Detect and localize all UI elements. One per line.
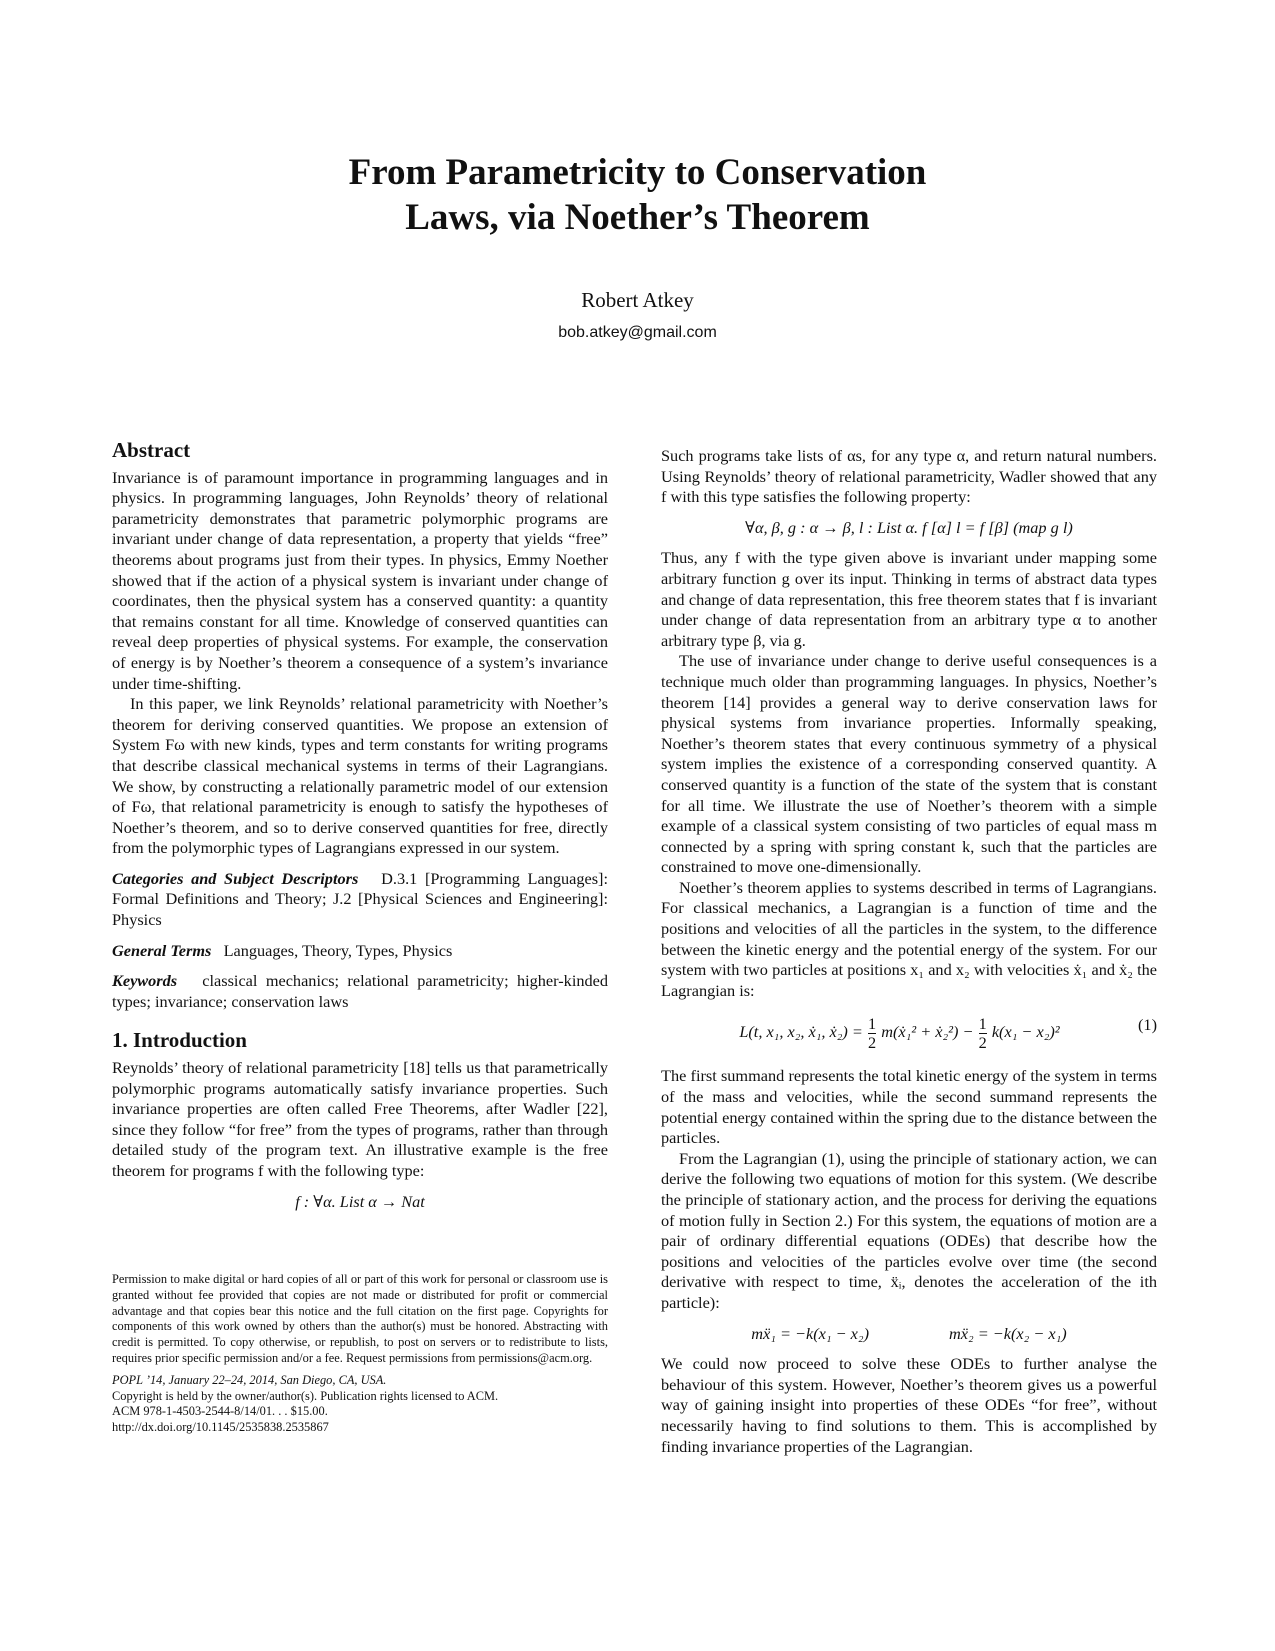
isbn-line: ACM 978-1-4503-2544-8/14/01. . . $15.00. <box>112 1404 328 1419</box>
general-terms <box>112 941 608 962</box>
eq1-fraction-2-den: 2 <box>978 1033 987 1053</box>
type-equation: f : ∀α. List α → Nat <box>295 1191 425 1211</box>
right-paragraph-3: The use of invariance under change to derive useful consequences is a technique much older than programming languages. In physics, Noether’s theorem [14] provides a general way to derive conservation laws for physical systems from invariance properties. Informally speaking, Noether’s theorem states that every continuous symmetry of a physical system implies the existence of a corresponding conserved quantity. A conserved quantity is a function of the state of the system that is constant for all time. We illustrate the use of Noether’s theorem with a simple example of a classical system consisting of two particles of equal mass m connected by a spring with spring constant k, such that the particles are constrained to move one-dimensionally. <box>661 651 1157 877</box>
eq1-fraction-1 <box>868 1015 876 1052</box>
author-name: Robert Atkey <box>581 288 694 312</box>
conference-info <box>112 1373 608 1436</box>
keywords-label: Keywords <box>112 971 178 991</box>
right-column <box>661 446 1157 1457</box>
eq1-fraction-1-den: 2 <box>867 1033 877 1053</box>
doi-line: http://dx.doi.org/10.1145/2535838.2535867 <box>112 1420 329 1435</box>
eq1-tail: k(x₁ − x₂)² <box>991 1022 1060 1042</box>
right-paragraph-1: Such programs take lists of αs, for any type α, and return natural numbers. Using Reynolds’ theory of relational parametricity, Wadler showed that any f with this type satisfies the following property: <box>661 446 1157 507</box>
keywords-text: classical mechanics; relational parametricity; higher-kinded types; invariance; conservation laws <box>112 971 608 1011</box>
categories-text: D.3.1 [Programming Languages]: Formal Definitions and Theory; J.2 [Physical Sciences and Engineering]: Physics <box>112 868 608 930</box>
right-paragraph-5: The first summand represents the total kinetic energy of the system in terms of the mass and velocities, while the second summand represents the potential energy contained within the spring due to the distance between the particles. <box>661 1066 1157 1148</box>
introduction-heading: 1. Introduction <box>112 1028 247 1053</box>
categories <box>112 869 608 931</box>
abstract-paragraph-2: In this paper, we link Reynolds’ relational parametricity with Noether’s theorem for deriving conserved quantities. We propose an extension of System Fω with new kinds, types and term constants for writing programs that describe classical mechanical systems in terms of their Lagrangians. We show, by constructing a relationally parametric model of our extension of Fω, that relational parametricity is enough to satisfy the hypotheses of Noether’s theorem, and so to derive conserved quantities for free, directly from the polymorphic types of Lagrangians expressed in our system. <box>112 694 608 858</box>
eq1-fraction-1-num: 1 <box>867 1014 877 1034</box>
intro-paragraph-1: Reynolds’ theory of relational parametricity [18] tells us that parametrically polymorphic programs automatically satisfy invariance properties. Such invariance properties are often called Free Theorems, after Wadler [22], since they follow “for free” from the types of programs, rather than through detailed study of the program text. An illustrative example is the free theorem for programs f with the following type: <box>112 1058 608 1180</box>
paper-title <box>0 150 1275 240</box>
abstract-heading: Abstract <box>112 438 191 462</box>
copyright-line: Copyright is held by the owner/author(s). Publication rights licensed to ACM. <box>112 1388 499 1403</box>
permission-footnote <box>112 1272 608 1436</box>
lagrangian-equation <box>661 1015 1157 1052</box>
keywords <box>112 971 608 1012</box>
author-email: bob.atkey@gmail.com <box>558 324 717 341</box>
right-paragraph-2: Thus, any f with the type given above is invariant under mapping some arbitrary function g over its input. Thinking in terms of abstract data types and change of data representation, this free theorem states that f is invariant under change of data representation from an arbitrary type α to another arbitrary type β, via g. <box>661 548 1157 650</box>
abstract-paragraph-1: Invariance is of paramount importance in programming languages and in physics. In programming languages, John Reynolds’ theory of relational parametricity demonstrates that parametric polymorphic programs are invariant under change of data representation, a property that yields “free” theorems about programs just from their types. In physics, Emmy Noether showed that if the action of a physical system is invariant under change of coordinates, then the physical system has a conserved quantity: a quantity that remains constant for all time. Knowledge of conserved quantities can reveal deep properties of physical systems. For example, the conservation of energy is by Noether’s theorem a consequence of a system’s invariance under time-shifting. <box>112 467 608 693</box>
permission-text: Permission to make digital or hard copies of all or part of this work for personal or classroom use is granted without fee provided that copies are not made or distributed for profit or commercial advantage and that copies bear this notice and the full citation on the first page. Copyrights for components of this work owned by others than the author(s) must be honored. Abstracting with credit is permitted. To copy otherwise, or republish, to post on servers or to redistribute to lists, requires prior specific permission and/or a fee. Request permissions from permissions@acm.org. <box>112 1272 608 1365</box>
right-paragraph-7: We could now proceed to solve these ODEs to further analyse the behaviour of this system. However, Noether’s theorem gives us a powerful way of gaining insight into properties of these ODEs “for free”, without necessarily having to find solutions to them. This is accomplished by finding invariance properties of the Lagrangian. <box>661 1354 1157 1456</box>
right-paragraph-6: From the Lagrangian (1), using the principle of stationary action, we can derive the following two equations of motion for this system. (We describe the principle of stationary action, and the process for deriving the equations of motion fully in Section 2.) For this system, the equations of motion are a pair of ordinary differential equations (ODEs) that describe how the positions and velocities of the particles evolve over time (the second derivative with respect to time, ẍᵢ, denotes the acceleration of the ith particle): <box>661 1148 1157 1312</box>
equations-of-motion <box>661 1324 1157 1345</box>
ode-2: mẍ₂ = −k(x₂ − x₁) <box>949 1323 1067 1343</box>
left-column <box>112 440 608 1222</box>
conference-line: POPL ’14, January 22–24, 2014, San Diego, CA, USA. <box>112 1372 387 1387</box>
general-terms-label: General Terms <box>112 940 212 960</box>
title-line-2: Laws, via Noether’s Theorem <box>405 197 870 238</box>
eq1-fraction-2-num: 1 <box>978 1014 987 1034</box>
ode-1: mẍ₁ = −k(x₁ − x₂) <box>751 1323 869 1343</box>
title-line-1: From Parametricity to Conservation <box>348 152 927 193</box>
right-paragraph-4: Noether’s theorem applies to systems described in terms of Lagrangians. For classical mechanics, a Lagrangian is a function of time and the positions and velocities of all the particles in the system, to the difference between the kinetic energy and the potential energy of the system. For our system with two particles at positions x₁ and x₂ with velocities ẋ₁ and ẋ₂ the Lagrangian is: <box>661 877 1157 1000</box>
general-terms-text: Languages, Theory, Types, Physics <box>223 940 453 960</box>
eq1-middle: m(ẋ₁² + ẋ₂²) − <box>881 1022 974 1042</box>
eq1-fraction-2 <box>979 1015 987 1052</box>
eq1-label: (1) <box>1138 1015 1157 1035</box>
eq1-lhs: L(t, x₁, x₂, ẋ₁, ẋ₂) = <box>739 1022 863 1042</box>
free-theorem-equation: ∀α, β, g : α → β, l : List α. f [α] l = f [β] (map g l) <box>745 517 1073 537</box>
categories-label: Categories and Subject Descriptors <box>112 868 359 888</box>
